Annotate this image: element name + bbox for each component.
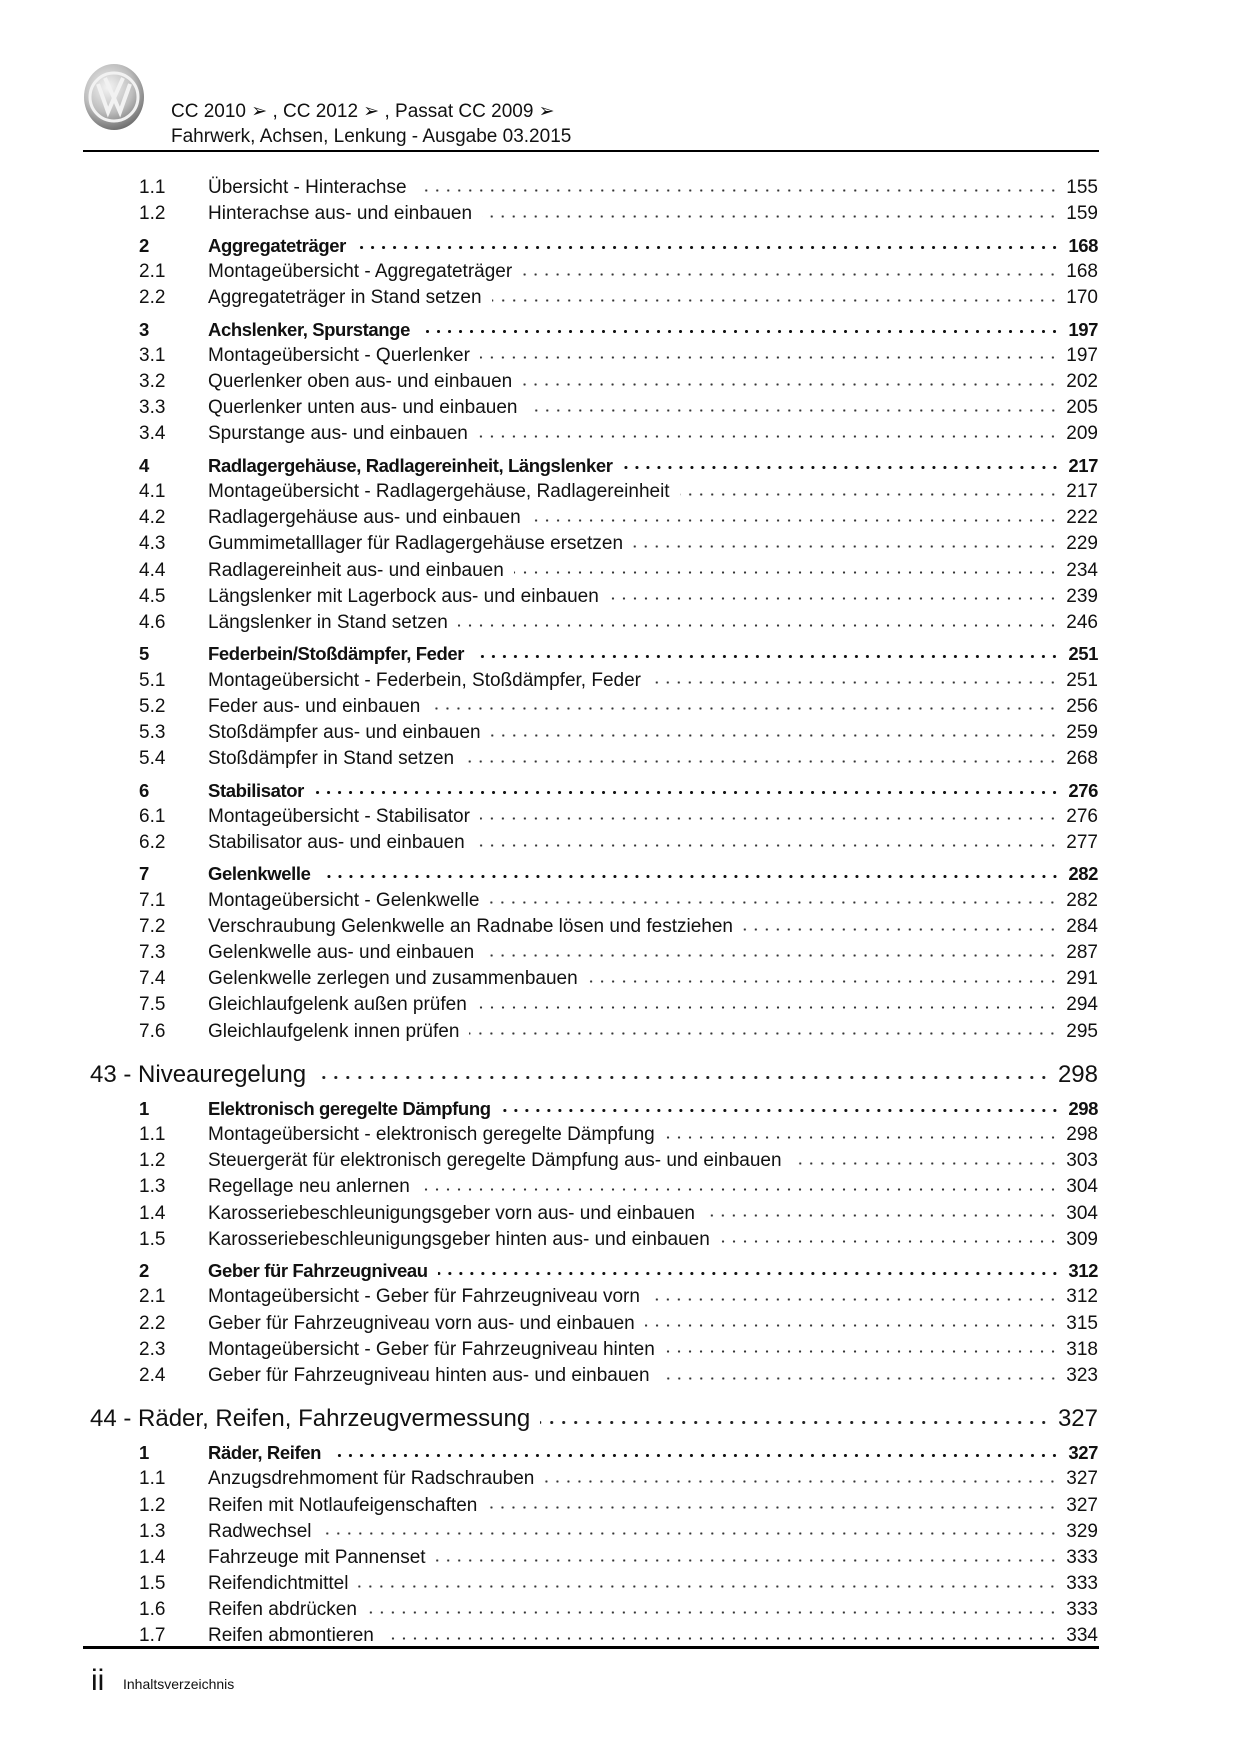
dot-leader	[474, 653, 1060, 661]
toc-title: Stabilisator	[208, 779, 304, 801]
toc-entry[interactable]	[90, 201, 1098, 227]
toc-page: 277	[1066, 831, 1098, 853]
toc-title: 44 - Räder, Reifen, Fahrzeugvermessung	[90, 1405, 531, 1433]
toc-number: 4.4	[139, 559, 166, 581]
toc-entry[interactable]	[90, 285, 1098, 311]
toc-page: 217	[1066, 480, 1098, 502]
toc-entry[interactable]	[90, 1174, 1098, 1200]
header-subtitle: Fahrwerk, Achsen, Lenkung - Ausgabe 03.2015	[171, 126, 572, 147]
toc-number: 1.2	[139, 203, 166, 225]
toc-entry[interactable]	[90, 558, 1098, 584]
toc-number: 2.1	[139, 260, 166, 282]
toc-entry[interactable]	[90, 1519, 1098, 1545]
toc-page: 234	[1066, 559, 1098, 581]
toc-number: 1.1	[139, 1468, 166, 1490]
toc-number: 2	[139, 234, 149, 256]
dot-leader	[482, 212, 1058, 220]
toc-entry[interactable]	[90, 531, 1098, 557]
toc-section[interactable]	[90, 453, 1098, 479]
footer-page-number: ii	[91, 1664, 105, 1697]
toc-page: 333	[1066, 1573, 1098, 1595]
toc-number: 2.4	[139, 1364, 166, 1386]
toc-title: Spurstange aus- und einbauen	[208, 423, 468, 445]
dot-leader	[480, 354, 1058, 362]
toc-title: Radlagergehäuse, Radlagereinheit, Längslenker	[208, 454, 613, 476]
dot-leader	[477, 1004, 1059, 1012]
toc-number: 5.2	[139, 695, 166, 717]
toc-title: Reifen abmontieren	[208, 1625, 374, 1647]
footer-rule	[83, 1646, 1099, 1649]
toc-title: Steuergerät für elektronisch geregelte Dämpfung aus- und einbauen	[208, 1150, 782, 1172]
header-models: CC 2010 ➢ , CC 2012 ➢ , Passat CC 2009 ➢	[171, 101, 555, 122]
dot-leader	[367, 1608, 1058, 1616]
toc-title: Karosseriebeschleunigungsgeber hinten aus- und einbauen	[208, 1228, 710, 1250]
toc-number: 6.2	[139, 831, 166, 853]
toc-number: 1.4	[139, 1546, 166, 1568]
toc-title: Montageübersicht - Radlagergehäuse, Radlagereinheit	[208, 480, 670, 502]
toc-number: 6	[139, 779, 149, 801]
toc-chapter[interactable]	[90, 1403, 1098, 1435]
toc-title: Geber für Fahrzeugniveau	[208, 1260, 428, 1282]
toc-title: Gleichlaufgelenk außen prüfen	[208, 994, 467, 1016]
toc-title: Übersicht - Hinterachse	[208, 177, 407, 198]
dot-leader	[475, 841, 1059, 849]
toc-number: 4	[139, 454, 149, 476]
toc-entry[interactable]	[90, 1201, 1098, 1227]
toc-page: 315	[1066, 1312, 1098, 1334]
toc-page: 284	[1066, 915, 1098, 937]
dot-leader	[331, 1451, 1060, 1459]
toc-title: Montageübersicht - Stabilisator	[208, 805, 470, 827]
toc-title: Gummimetalllager für Radlagergehäuse ersetzen	[208, 533, 624, 555]
toc-page: 251	[1066, 669, 1098, 691]
dot-leader	[514, 569, 1059, 577]
toc-page: 170	[1066, 287, 1098, 309]
toc-page: 217	[1068, 454, 1098, 476]
dot-leader	[650, 1296, 1058, 1304]
toc-entry[interactable]	[90, 1337, 1098, 1363]
toc-number: 3.1	[139, 344, 166, 366]
dot-leader	[665, 1348, 1059, 1356]
toc-number: 2.2	[139, 1312, 166, 1334]
toc-page: 239	[1066, 585, 1098, 607]
toc-page: 202	[1066, 370, 1098, 392]
toc-title: Fahrzeuge mit Pannenset	[208, 1546, 426, 1568]
toc-entry[interactable]	[90, 1311, 1098, 1337]
toc-number: 1.5	[139, 1228, 166, 1250]
toc-page: 304	[1066, 1176, 1098, 1198]
toc-entry[interactable]	[90, 992, 1098, 1018]
toc-page: 334	[1066, 1625, 1098, 1647]
toc-number: 6.1	[139, 805, 166, 827]
toc-title: Reifendichtmittel	[208, 1573, 349, 1595]
toc-number: 5.1	[139, 669, 166, 691]
toc-entry[interactable]	[90, 175, 1098, 201]
toc-number: 1.6	[139, 1599, 166, 1621]
toc-number: 7	[139, 863, 149, 885]
toc-entry[interactable]	[90, 940, 1098, 966]
toc-entry[interactable]	[90, 720, 1098, 746]
dot-leader	[314, 789, 1060, 797]
toc-section[interactable]	[90, 233, 1098, 259]
dot-leader	[528, 406, 1059, 414]
toc-entry[interactable]	[90, 1466, 1098, 1492]
toc-entry[interactable]	[90, 830, 1098, 856]
toc-section[interactable]	[90, 641, 1098, 667]
toc-page: 246	[1066, 611, 1098, 633]
toc-title: Geber für Fahrzeugniveau vorn aus- und einbauen	[208, 1312, 635, 1334]
toc-title: Montageübersicht - Aggregateträger	[208, 260, 513, 282]
dot-leader	[384, 1635, 1058, 1643]
dot-leader	[531, 516, 1059, 524]
toc-page: 276	[1066, 805, 1098, 827]
toc-number: 7.5	[139, 994, 166, 1016]
toc-page: 333	[1066, 1599, 1098, 1621]
toc-entry[interactable]	[90, 343, 1098, 369]
toc-number: 3	[139, 318, 149, 340]
toc-page: 229	[1066, 533, 1098, 555]
dot-leader	[720, 1238, 1059, 1246]
footer-label: Inhaltsverzeichnis	[123, 1676, 235, 1692]
toc-title: Hinterachse aus- und einbauen	[208, 203, 473, 225]
toc-page: 327	[1068, 1442, 1098, 1464]
toc-entry[interactable]	[90, 668, 1098, 694]
toc-title: Reifen abdrücken	[208, 1599, 357, 1621]
toc-entry[interactable]	[90, 694, 1098, 720]
dot-leader	[588, 977, 1059, 985]
toc-page: 298	[1057, 1060, 1098, 1088]
toc-page: 222	[1066, 507, 1098, 529]
toc-page: 197	[1066, 344, 1098, 366]
dot-leader	[480, 815, 1058, 823]
toc-section[interactable]	[90, 317, 1098, 343]
dot-leader	[660, 1374, 1059, 1382]
toc-title: Stoßdämpfer aus- und einbauen	[208, 721, 481, 743]
toc-entry[interactable]	[90, 1545, 1098, 1571]
dot-leader	[651, 679, 1058, 687]
toc-page: 327	[1066, 1494, 1098, 1516]
toc-entry[interactable]	[90, 1284, 1098, 1310]
toc-entry[interactable]	[90, 1571, 1098, 1597]
toc-page: 298	[1066, 1123, 1098, 1145]
toc-page: 304	[1066, 1202, 1098, 1224]
toc-section[interactable]	[90, 861, 1098, 887]
toc-entry[interactable]	[90, 259, 1098, 285]
dot-leader	[487, 1504, 1058, 1512]
toc-number: 1	[139, 1442, 149, 1464]
toc-title: 43 - Niveauregelung	[90, 1060, 307, 1088]
toc-page: 294	[1066, 994, 1098, 1016]
toc-number: 1.3	[139, 1520, 166, 1542]
toc-title: Radlagergehäuse aus- und einbauen	[208, 507, 521, 529]
toc-entry[interactable]	[90, 746, 1098, 772]
dot-leader	[464, 757, 1058, 765]
toc-page: 205	[1066, 397, 1098, 419]
toc-number: 2	[139, 1260, 149, 1282]
toc-entry[interactable]	[90, 1019, 1098, 1045]
toc-title: Gelenkwelle zerlegen und zusammenbauen	[208, 968, 578, 990]
toc-page: 251	[1068, 643, 1098, 665]
toc-title: Radlagereinheit aus- und einbauen	[208, 559, 504, 581]
dot-leader	[356, 244, 1060, 252]
toc-title: Aggregateträger in Stand setzen	[208, 287, 482, 309]
toc-number: 1.2	[139, 1150, 166, 1172]
dot-leader	[484, 951, 1058, 959]
toc-page: 282	[1068, 863, 1098, 885]
toc-number: 5.4	[139, 748, 166, 770]
toc-title: Montageübersicht - Gelenkwelle	[208, 889, 480, 911]
toc-entry[interactable]	[90, 1227, 1098, 1253]
toc-number: 7.3	[139, 942, 166, 964]
toc-title: Montageübersicht - Federbein, Stoßdämpfer, Feder	[208, 669, 642, 691]
toc-page: 333	[1066, 1546, 1098, 1568]
toc-page: 295	[1066, 1020, 1098, 1042]
toc-title: Gleichlaufgelenk innen prüfen	[208, 1020, 460, 1042]
toc-title: Montageübersicht - elektronisch geregelte Dämpfung	[208, 1123, 655, 1145]
toc-number: 4.1	[139, 480, 166, 502]
toc-title: Verschraubung Gelenkwelle an Radnabe lösen und festziehen	[208, 915, 733, 937]
dot-leader	[645, 1322, 1059, 1330]
toc-number: 2.3	[139, 1338, 166, 1360]
toc-entry[interactable]	[90, 421, 1098, 447]
toc-entry[interactable]	[90, 395, 1098, 421]
toc-title: Gelenkwelle	[208, 863, 311, 885]
toc-page: 312	[1066, 1286, 1098, 1308]
toc-title: Querlenker unten aus- und einbauen	[208, 397, 518, 419]
toc-number: 7.6	[139, 1020, 166, 1042]
toc-chapter[interactable]	[90, 1059, 1098, 1091]
toc-entry[interactable]	[90, 804, 1098, 830]
toc-page: 303	[1066, 1150, 1098, 1172]
dot-leader	[633, 543, 1058, 551]
toc-entry[interactable]	[90, 505, 1098, 531]
toc-number: 4.6	[139, 611, 166, 633]
dot-leader	[436, 1556, 1059, 1564]
dot-leader	[705, 1212, 1058, 1220]
toc-number: 1.7	[139, 1625, 166, 1647]
header-rule	[83, 150, 1099, 152]
toc-title: Anzugsdrehmoment für Radschrauben	[208, 1468, 535, 1490]
dot-leader	[665, 1133, 1059, 1141]
toc-title: Montageübersicht - Geber für Fahrzeugniveau hinten	[208, 1338, 655, 1360]
dot-leader	[322, 1530, 1059, 1538]
toc-section[interactable]	[90, 778, 1098, 804]
toc-page: 329	[1066, 1520, 1098, 1542]
toc-number: 4.5	[139, 585, 166, 607]
toc-title: Karosseriebeschleunigungsgeber vorn aus- und einbauen	[208, 1202, 695, 1224]
dot-leader	[609, 595, 1058, 603]
toc-title: Längslenker in Stand setzen	[208, 611, 448, 633]
toc-title: Montageübersicht - Geber für Fahrzeugniveau vorn	[208, 1286, 640, 1308]
toc-entry[interactable]	[90, 1597, 1098, 1623]
toc-entry[interactable]	[90, 610, 1098, 636]
toc-page: 323	[1066, 1364, 1098, 1386]
toc-title: Querlenker oben aus- und einbauen	[208, 370, 513, 392]
toc-entry[interactable]	[90, 1363, 1098, 1389]
toc-page: 256	[1066, 695, 1098, 717]
toc-page: 291	[1066, 968, 1098, 990]
dot-leader	[492, 296, 1059, 304]
dot-leader	[469, 1030, 1058, 1038]
toc-number: 5.3	[139, 721, 166, 743]
dot-leader	[489, 899, 1058, 907]
toc-entry[interactable]	[90, 369, 1098, 395]
toc-entry[interactable]	[90, 1148, 1098, 1174]
toc-number: 1.3	[139, 1176, 166, 1198]
toc-page: 327	[1066, 1468, 1098, 1490]
dot-leader	[420, 328, 1060, 336]
toc-page: 168	[1066, 260, 1098, 282]
toc-section[interactable]	[90, 1440, 1098, 1466]
toc-title: Federbein/Stoßdämpfer, Feder	[208, 643, 465, 665]
toc-number: 1	[139, 1097, 149, 1119]
dot-leader	[522, 380, 1058, 388]
toc-entry[interactable]	[90, 1122, 1098, 1148]
dot-leader	[316, 1074, 1050, 1082]
toc-page: 312	[1068, 1260, 1098, 1282]
dot-leader	[522, 270, 1058, 278]
dot-leader	[358, 1582, 1058, 1590]
toc-number: 4.2	[139, 507, 166, 529]
dot-leader	[417, 186, 1059, 194]
toc-title: Montageübersicht - Querlenker	[208, 344, 470, 366]
toc-entry[interactable]	[90, 914, 1098, 940]
toc-title: Stoßdämpfer in Stand setzen	[208, 748, 455, 770]
toc-page: 159	[1066, 203, 1098, 225]
dot-leader	[544, 1478, 1058, 1486]
toc-number: 7.1	[139, 889, 166, 911]
toc-page: 209	[1066, 423, 1098, 445]
toc-title: Längslenker mit Lagerbock aus- und einbauen	[208, 585, 599, 607]
toc-page: 287	[1066, 942, 1098, 964]
toc-title: Achslenker, Spurstange	[208, 318, 410, 340]
toc-title: Räder, Reifen	[208, 1442, 322, 1464]
toc-page: 318	[1066, 1338, 1098, 1360]
toc-page: 155	[1066, 177, 1098, 198]
dot-leader	[623, 464, 1060, 472]
toc-title: Regellage neu anlernen	[208, 1176, 410, 1198]
toc-number: 2.2	[139, 287, 166, 309]
toc-title: Geber für Fahrzeugniveau hinten aus- und einbauen	[208, 1364, 650, 1386]
dot-leader	[491, 731, 1059, 739]
toc-title: Radwechsel	[208, 1520, 312, 1542]
toc-number: 7.4	[139, 968, 166, 990]
toc-number: 1.5	[139, 1573, 166, 1595]
toc-entry[interactable]	[90, 584, 1098, 610]
dot-leader	[458, 621, 1059, 629]
dot-leader	[680, 490, 1059, 498]
toc-page: 197	[1068, 318, 1098, 340]
dot-leader	[540, 1418, 1050, 1426]
toc-number: 1.1	[139, 1123, 166, 1145]
toc-entry[interactable]	[90, 888, 1098, 914]
toc-number: 1.1	[139, 177, 166, 198]
dot-leader	[478, 432, 1058, 440]
toc-number: 4.3	[139, 533, 166, 555]
toc-number: 7.2	[139, 915, 166, 937]
toc-number: 1.2	[139, 1494, 166, 1516]
toc-entry[interactable]	[90, 479, 1098, 505]
dot-leader	[743, 925, 1058, 933]
toc-number: 2.1	[139, 1286, 166, 1308]
toc-title: Stabilisator aus- und einbauen	[208, 831, 465, 853]
toc-number: 3.4	[139, 423, 166, 445]
toc-title: Elektronisch geregelte Dämpfung	[208, 1097, 491, 1119]
toc-entry[interactable]	[90, 1493, 1098, 1519]
toc-number: 1.4	[139, 1202, 166, 1224]
toc-title: Gelenkwelle aus- und einbauen	[208, 942, 475, 964]
toc-page: 309	[1066, 1228, 1098, 1250]
table-of-contents	[90, 175, 1098, 1650]
toc-page: 168	[1068, 234, 1098, 256]
toc-page: 268	[1066, 748, 1098, 770]
toc-number: 5	[139, 643, 149, 665]
vw-logo	[84, 64, 144, 130]
toc-page: 327	[1057, 1405, 1098, 1433]
toc-page: 282	[1066, 889, 1098, 911]
toc-section[interactable]	[90, 1096, 1098, 1122]
toc-page: 276	[1068, 779, 1098, 801]
toc-page: 259	[1066, 721, 1098, 743]
dot-leader	[430, 705, 1058, 713]
toc-number: 3.2	[139, 370, 166, 392]
dot-leader	[792, 1159, 1059, 1167]
dot-leader	[438, 1269, 1060, 1277]
toc-section[interactable]	[90, 1258, 1098, 1284]
toc-title: Reifen mit Notlaufeigenschaften	[208, 1494, 478, 1516]
toc-number: 3.3	[139, 397, 166, 419]
toc-title: Feder aus- und einbauen	[208, 695, 421, 717]
toc-entry[interactable]	[90, 966, 1098, 992]
dot-leader	[321, 873, 1060, 881]
toc-title: Aggregateträger	[208, 234, 346, 256]
dot-leader	[420, 1186, 1059, 1194]
dot-leader	[501, 1107, 1060, 1115]
toc-page: 298	[1068, 1097, 1098, 1119]
